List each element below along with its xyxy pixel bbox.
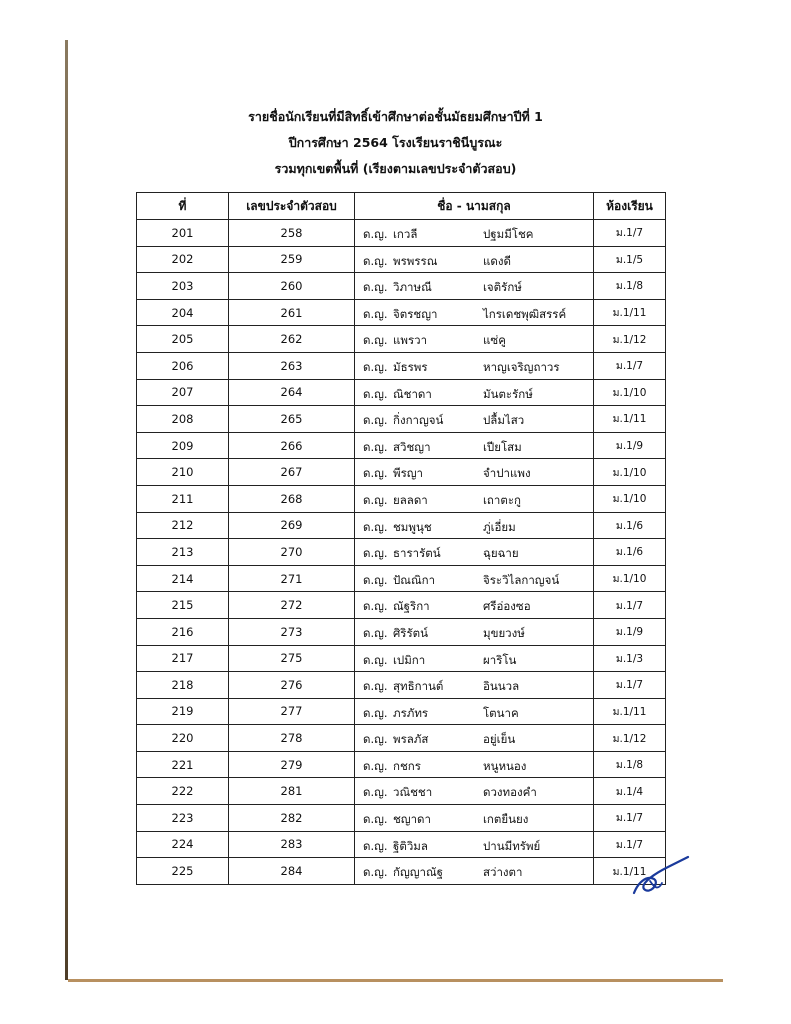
cell-name [355, 352, 594, 379]
cell-no: 211 [137, 485, 229, 512]
cell-room: ม.1/12 [594, 326, 666, 353]
table-row [137, 379, 666, 406]
last-name: เปียโสม [483, 439, 522, 454]
cell-name [355, 432, 594, 459]
cell-no: 217 [137, 645, 229, 672]
cell-exam-id: 282 [229, 805, 355, 832]
last-name: ไกรเดชพุฒิสรรค์ [483, 306, 567, 321]
cell-room: ม.1/8 [594, 273, 666, 300]
last-name: ศรีอ่องซอ [483, 599, 531, 614]
cell-no: 225 [137, 858, 229, 885]
cell-no: 222 [137, 778, 229, 805]
first-name: ปัณณิกา [393, 572, 436, 587]
cell-exam-id: 265 [229, 406, 355, 433]
name-prefix: ด.ญ. [363, 386, 388, 401]
last-name: ฉุยฉาย [483, 546, 519, 561]
cell-exam-id: 261 [229, 299, 355, 326]
name-prefix: ด.ญ. [363, 466, 388, 481]
name-prefix: ด.ญ. [363, 625, 388, 640]
last-name: อยู่เย็น [483, 732, 516, 747]
table-row [137, 459, 666, 486]
cell-exam-id: 263 [229, 352, 355, 379]
cell-exam-id: 284 [229, 858, 355, 885]
name-prefix: ด.ญ. [363, 413, 388, 428]
cell-no: 210 [137, 459, 229, 486]
cell-room: ม.1/6 [594, 539, 666, 566]
name-prefix: ด.ญ. [363, 439, 388, 454]
cell-name [355, 858, 594, 885]
cell-no: 218 [137, 672, 229, 699]
table-row [137, 831, 666, 858]
table-row [137, 512, 666, 539]
table-body [137, 220, 666, 885]
table-row [137, 220, 666, 247]
cell-room: ม.1/9 [594, 432, 666, 459]
cell-room: ม.1/4 [594, 778, 666, 805]
cell-room: ม.1/7 [594, 805, 666, 832]
cell-room: ม.1/11 [594, 858, 666, 885]
table-row [137, 778, 666, 805]
last-name: ปลื้มไสว [483, 413, 525, 428]
student-table [136, 192, 666, 885]
table-row [137, 326, 666, 353]
name-prefix: ด.ญ. [363, 838, 388, 853]
last-name: หาญเจริญถาวร [483, 359, 560, 374]
cell-room: ม.1/12 [594, 725, 666, 752]
first-name: วณิชชา [393, 785, 433, 800]
document-subtitle-year: ปีการศึกษา 2564 โรงเรียนราชินีบูรณะ [288, 135, 503, 150]
first-name: ภรภัทร [393, 705, 429, 720]
last-name: มันตะรักษ์ [483, 386, 533, 401]
first-name: เปมิกา [393, 652, 426, 667]
first-name: กชกร [393, 758, 421, 773]
cell-name [355, 406, 594, 433]
cell-name [355, 565, 594, 592]
cell-name [355, 672, 594, 699]
cell-room: ม.1/6 [594, 512, 666, 539]
cell-name [355, 778, 594, 805]
document-subtitle-sort: รวมทุกเขตพื้นที่ (เรียงตามเลขประจำตัวสอบ) [274, 161, 517, 176]
cell-room: ม.1/7 [594, 592, 666, 619]
cell-exam-id: 279 [229, 751, 355, 778]
first-name: ชญาดา [393, 812, 431, 827]
cell-name [355, 645, 594, 672]
cell-no: 207 [137, 379, 229, 406]
table-row [137, 273, 666, 300]
cell-exam-id: 269 [229, 512, 355, 539]
table-row [137, 672, 666, 699]
name-prefix: ด.ญ. [363, 758, 388, 773]
table-row [137, 805, 666, 832]
cell-name [355, 698, 594, 725]
first-name: แพรวา [393, 333, 428, 348]
first-name: วิภาษณี [393, 280, 432, 295]
document-title: รายชื่อนักเรียนที่มีสิทธิ์เข้าศึกษาต่อชั้นมัธยมศึกษาปีที่ 1 [248, 109, 543, 124]
signature-mark [628, 853, 692, 903]
name-prefix: ด.ญ. [363, 333, 388, 348]
cell-name [355, 379, 594, 406]
table-row [137, 725, 666, 752]
cell-exam-id: 266 [229, 432, 355, 459]
name-prefix: ด.ญ. [363, 705, 388, 720]
first-name: มัธรพร [393, 359, 428, 374]
cell-no: 216 [137, 618, 229, 645]
cell-exam-id: 264 [229, 379, 355, 406]
header-room: ห้องเรียน [594, 193, 666, 220]
name-prefix: ด.ญ. [363, 519, 388, 534]
cell-name [355, 326, 594, 353]
cell-exam-id: 262 [229, 326, 355, 353]
first-name: จิตรชญา [393, 306, 438, 321]
first-name: ศิริรัตน์ [393, 625, 428, 640]
cell-room: ม.1/10 [594, 379, 666, 406]
table-row [137, 565, 666, 592]
table-row [137, 352, 666, 379]
cell-exam-id: 259 [229, 246, 355, 273]
cell-name [355, 592, 594, 619]
cell-no: 219 [137, 698, 229, 725]
table-row [137, 246, 666, 273]
cell-no: 209 [137, 432, 229, 459]
cell-name [355, 485, 594, 512]
first-name: เกวลี [393, 227, 418, 241]
last-name: ผาริโน [483, 652, 517, 667]
first-name: สุทธิกานต์ [393, 679, 444, 694]
first-name: ยลลดา [393, 492, 428, 507]
cell-no: 202 [137, 246, 229, 273]
last-name: อินนวล [483, 679, 520, 694]
cell-name [355, 805, 594, 832]
cell-room: ม.1/10 [594, 565, 666, 592]
cell-room: ม.1/9 [594, 618, 666, 645]
table-row [137, 592, 666, 619]
name-prefix: ด.ญ. [363, 652, 388, 667]
cell-room: ม.1/10 [594, 459, 666, 486]
cell-room: ม.1/7 [594, 220, 666, 247]
last-name: จิระวิไลกาญจน์ [483, 572, 560, 587]
cell-exam-id: 272 [229, 592, 355, 619]
last-name: ดวงทองคำ [483, 785, 537, 800]
table-row [137, 698, 666, 725]
cell-name [355, 299, 594, 326]
table-row [137, 618, 666, 645]
cell-name [355, 618, 594, 645]
cell-exam-id: 275 [229, 645, 355, 672]
name-prefix: ด.ญ. [363, 280, 388, 295]
first-name: ณัฐริกา [393, 599, 430, 614]
table-row [137, 751, 666, 778]
first-name: พรลภัส [393, 732, 429, 747]
name-prefix: ด.ญ. [363, 732, 388, 747]
table-row [137, 299, 666, 326]
first-name: ธารารัตน์ [393, 546, 441, 561]
cell-no: 203 [137, 273, 229, 300]
cell-exam-id: 276 [229, 672, 355, 699]
cell-no: 223 [137, 805, 229, 832]
cell-room: ม.1/11 [594, 698, 666, 725]
cell-room: ม.1/10 [594, 485, 666, 512]
cell-no: 215 [137, 592, 229, 619]
last-name: เจติรักษ์ [483, 280, 522, 295]
page-bottom-edge [68, 979, 723, 982]
table-header-row [137, 193, 666, 220]
table-row [137, 485, 666, 512]
table-row [137, 858, 666, 885]
cell-no: 214 [137, 565, 229, 592]
last-name: หนูหนอง [483, 758, 527, 773]
cell-exam-id: 268 [229, 485, 355, 512]
cell-no: 201 [137, 220, 229, 247]
name-prefix: ด.ญ. [363, 865, 388, 880]
cell-exam-id: 283 [229, 831, 355, 858]
cell-exam-id: 271 [229, 565, 355, 592]
cell-no: 205 [137, 326, 229, 353]
header-no: ที่ [137, 193, 229, 220]
name-prefix: ด.ญ. [363, 812, 388, 827]
first-name: กิ่งกาญจน์ [393, 413, 444, 428]
first-name: ณิชาดา [393, 386, 432, 401]
name-prefix: ด.ญ. [363, 546, 388, 561]
document-header [0, 104, 791, 182]
header-name: ชื่อ - นามสกุล [355, 193, 594, 220]
cell-exam-id: 281 [229, 778, 355, 805]
name-prefix: ด.ญ. [363, 253, 388, 268]
cell-exam-id: 267 [229, 459, 355, 486]
cell-room: ม.1/7 [594, 352, 666, 379]
cell-exam-id: 273 [229, 618, 355, 645]
table-row [137, 645, 666, 672]
cell-name [355, 246, 594, 273]
cell-name [355, 539, 594, 566]
first-name: ฐิติวิมล [393, 838, 428, 853]
last-name: โตนาค [483, 705, 519, 720]
cell-exam-id: 258 [229, 220, 355, 247]
header-exam-id: เลขประจำตัวสอบ [229, 193, 355, 220]
cell-room: ม.1/5 [594, 246, 666, 273]
last-name: เกตยืนยง [483, 812, 529, 827]
name-prefix: ด.ญ. [363, 306, 388, 321]
cell-no: 204 [137, 299, 229, 326]
last-name: แดงดี [483, 253, 511, 268]
cell-no: 208 [137, 406, 229, 433]
cell-name [355, 459, 594, 486]
name-prefix: ด.ญ. [363, 359, 388, 374]
cell-exam-id: 277 [229, 698, 355, 725]
cell-name [355, 512, 594, 539]
first-name: พีรญา [393, 466, 424, 481]
name-prefix: ด.ญ. [363, 492, 388, 507]
last-name: แซ่คู [483, 333, 506, 348]
first-name: กัญญาณัฐ [393, 865, 444, 880]
last-name: มุขยวงษ์ [483, 625, 525, 640]
cell-name [355, 220, 594, 247]
last-name: สว่างตา [483, 865, 523, 880]
cell-room: ม.1/7 [594, 672, 666, 699]
cell-room: ม.1/7 [594, 831, 666, 858]
cell-no: 206 [137, 352, 229, 379]
cell-room: ม.1/11 [594, 299, 666, 326]
table-row [137, 406, 666, 433]
table-row [137, 539, 666, 566]
last-name: จำปาแพง [483, 466, 531, 481]
name-prefix: ด.ญ. [363, 599, 388, 614]
first-name: พรพรรณ [393, 253, 438, 268]
last-name: ปานมีทรัพย์ [483, 838, 541, 853]
cell-name [355, 751, 594, 778]
cell-name [355, 725, 594, 752]
cell-exam-id: 278 [229, 725, 355, 752]
cell-no: 220 [137, 725, 229, 752]
name-prefix: ด.ญ. [363, 227, 388, 241]
last-name: ปฐมมีโชค [483, 227, 534, 241]
cell-no: 213 [137, 539, 229, 566]
cell-exam-id: 270 [229, 539, 355, 566]
cell-no: 224 [137, 831, 229, 858]
first-name: สวิชญา [393, 439, 431, 454]
cell-room: ม.1/11 [594, 406, 666, 433]
name-prefix: ด.ญ. [363, 572, 388, 587]
cell-no: 212 [137, 512, 229, 539]
table-row [137, 432, 666, 459]
last-name: เถาตะกู [483, 492, 521, 507]
name-prefix: ด.ญ. [363, 785, 388, 800]
first-name: ชมพูนุช [393, 519, 432, 534]
cell-name [355, 273, 594, 300]
last-name: ภู่เอี่ยม [483, 519, 516, 534]
cell-room: ม.1/3 [594, 645, 666, 672]
cell-no: 221 [137, 751, 229, 778]
cell-room: ม.1/8 [594, 751, 666, 778]
cell-name [355, 831, 594, 858]
name-prefix: ด.ญ. [363, 679, 388, 694]
cell-exam-id: 260 [229, 273, 355, 300]
